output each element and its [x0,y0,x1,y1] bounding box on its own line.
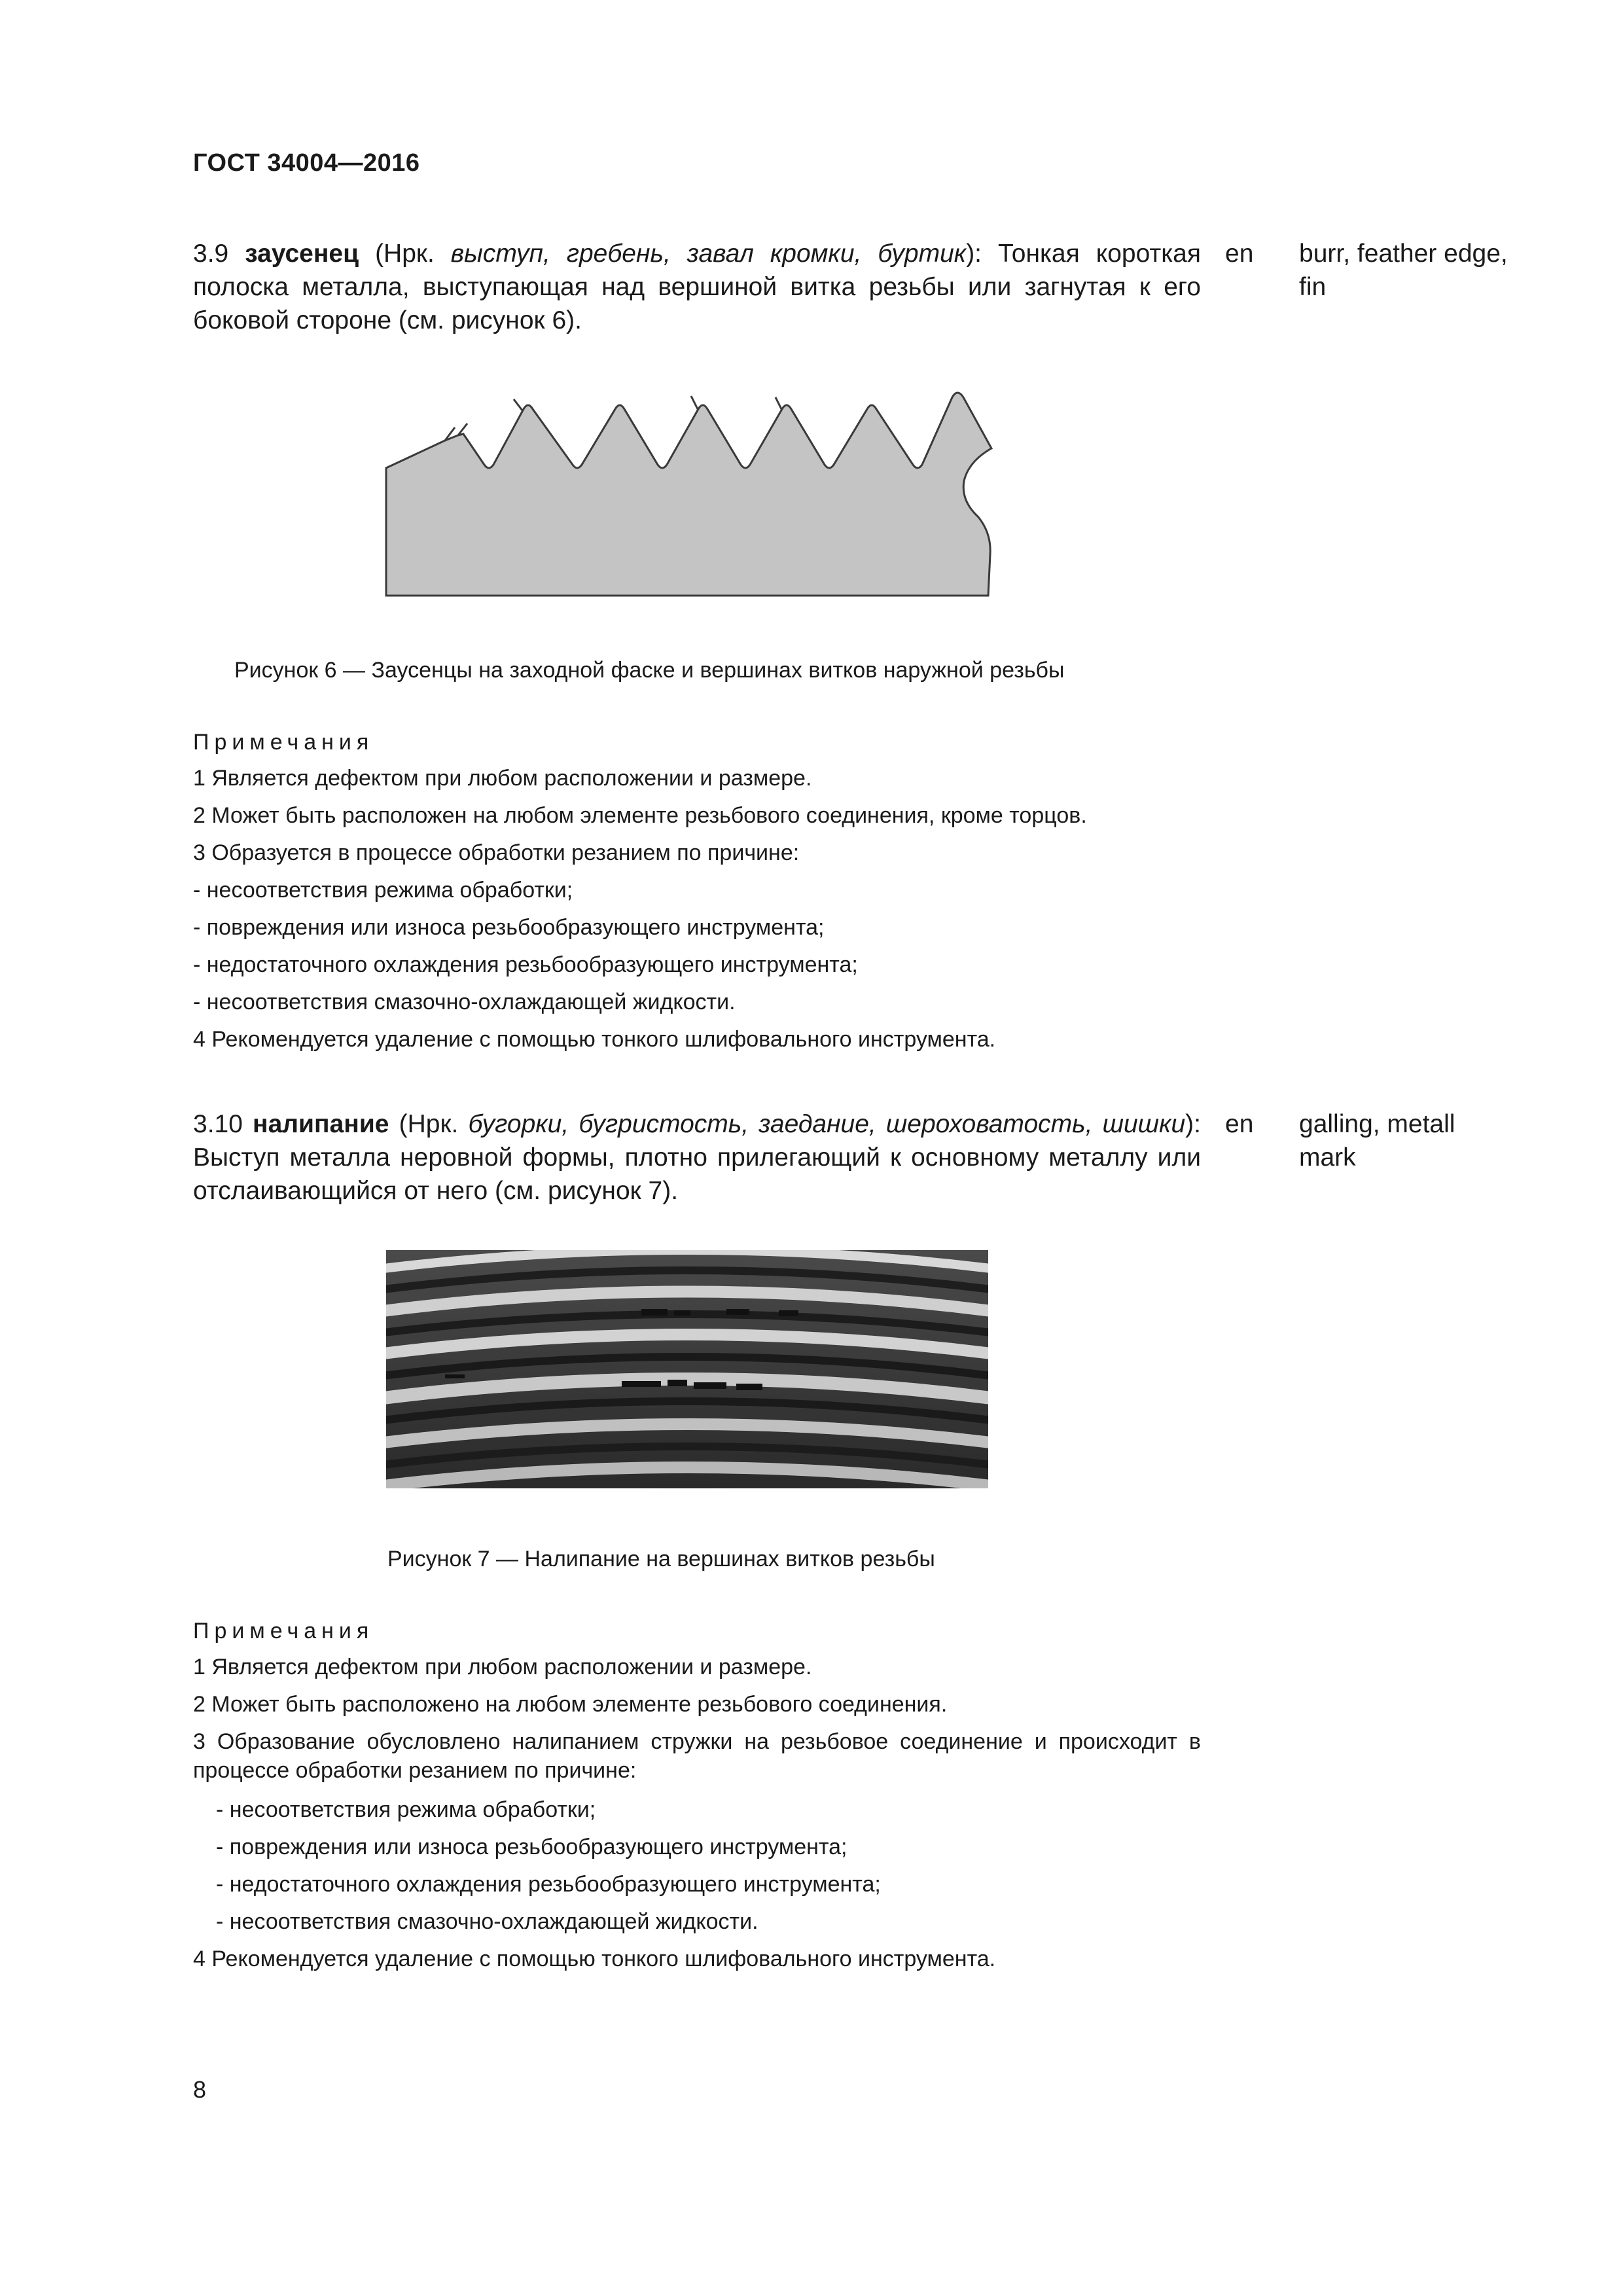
notes-2-line: 4 Рекомендуется удаление с помощью тонкого шлифовального инструмента. [193,1946,996,1971]
term-number: 3.9 [193,240,245,268]
term-deprecated-synonyms: выступ, гребень, завал кромки, буртик [450,240,967,268]
notes-1-line: - несоответствия смазочно-охлаждающей жидкости. [193,990,736,1014]
notes-1-line: 4 Рекомендуется удаление с помощью тонкого шлифовального инструмента. [193,1027,996,1052]
figure-7-galling-photo [386,1250,988,1488]
document-header: ГОСТ 34004—2016 [193,149,420,177]
notes-1-line: - повреждения или износа резьбообразующего инструмента; [193,915,825,940]
notes-1-line: 2 Может быть расположен на любом элементе резьбового соединения, кроме торцов. [193,803,1087,828]
term-deprecated-synonyms: бугорки, бугристость, заедание, шероховатость, шишки [468,1110,1186,1138]
notes-1-title: Примечания [193,730,374,755]
term-number: 3.10 [193,1110,253,1138]
notes-1-line: 3 Образуется в процессе обработки резанием по причине: [193,840,800,865]
term-3-10-entry [193,1107,1201,1208]
notes-1-line: - несоответствия режима обработки; [193,878,573,903]
figure-7-caption: Рисунок 7 — Налипание на вершинах витков резьбы [387,1547,935,1571]
term-name: налипание [253,1110,389,1138]
notes-2-line: - несоответствия смазочно-охлаждающей жидкости. [216,1909,758,1934]
page-number: 8 [193,2076,207,2103]
notes-2-line: - несоответствия режима обработки; [216,1797,596,1822]
term-3-10-lang: en [1225,1110,1254,1138]
figure-6-thread-burr-drawing [380,383,1008,605]
term-paren-open: (Нрк. [359,240,451,268]
term-definition: ): Выступ металла неровной формы, плотно прилегающий к основному металлу или отслаивающийся от него (см. рисунок 7). [193,1110,1201,1205]
notes-2-line: 3 Образование обусловлено налипанием стружки на резьбовое соединение и происходит в процессе обработки резанием по причине: [193,1729,1201,1783]
term-paren-open: (Нрк. [389,1110,469,1138]
notes-2-line: - повреждения или износа резьбообразующего инструмента; [216,1835,847,1859]
term-name: заусенец [245,240,359,268]
figure-6-caption: Рисунок 6 — Заусенцы на заходной фаске и вершинах витков наружной резьбы [234,658,1065,683]
term-3-9-lang: en [1225,240,1254,268]
term-3-9-equivalent: burr, feather edge, fin [1299,240,1508,301]
term-3-10-equivalent: galling, metall mark [1299,1110,1455,1172]
term-definition: ): Тонкая короткая полоска металла, выступающая над вершиной витка резьбы или загнутая к его боковой стороне (см. рисунок 6). [193,240,1201,334]
notes-1-line: - недостаточного охлаждения резьбообразующего инструмента; [193,952,858,977]
notes-2-line: 2 Может быть расположено на любом элементе резьбового соединения. [193,1692,948,1717]
term-3-9-entry [193,237,1201,337]
notes-1-line: 1 Является дефектом при любом расположении и размере. [193,766,812,791]
notes-2-line: - недостаточного охлаждения резьбообразующего инструмента; [216,1872,881,1897]
notes-2-line: 1 Является дефектом при любом расположении и размере. [193,1655,812,1679]
notes-2-title: Примечания [193,1619,374,1643]
